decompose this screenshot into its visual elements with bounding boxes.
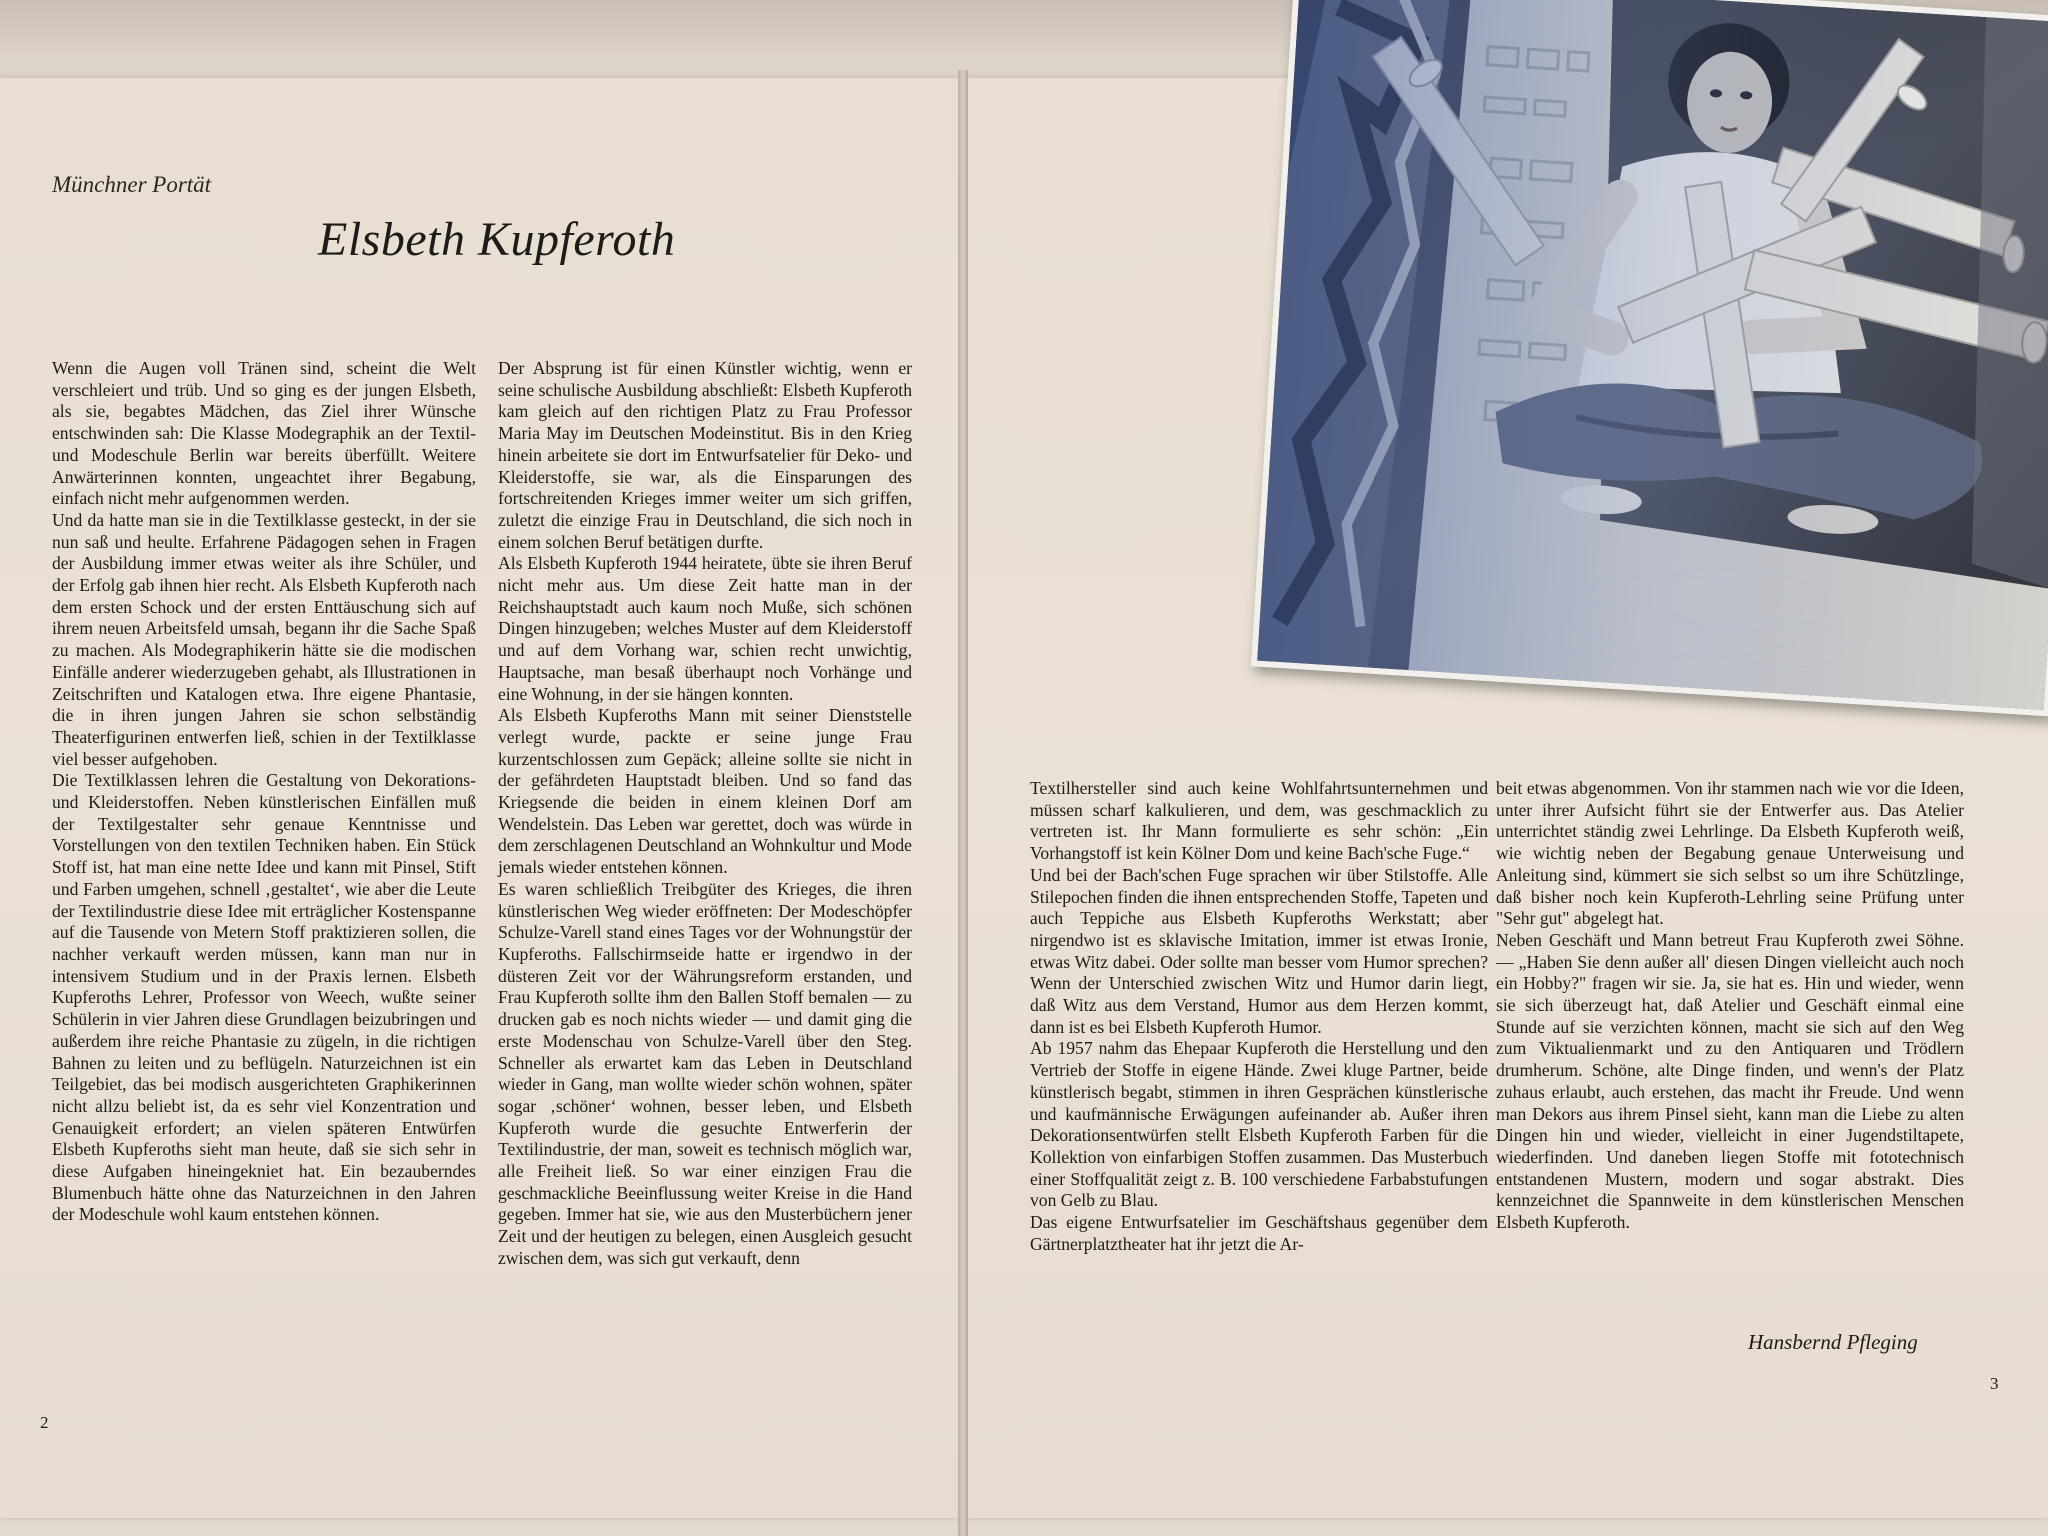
left-column-2	[498, 358, 912, 1270]
paragraph: Neben Geschäft und Mann betreut Frau Kupferoth zwei Söhne. — „Haben Sie denn außer all' diesen Dingen vielleicht auch noch ein Hobby?" fragen wir sie. Ja, sie hat es. Hin und wieder, wenn sie sich überzeugt hat, daß Atelier und Geschäft einmal eine Stunde auf sie verzichten können, macht sie sich auf den Weg zum Viktualienmarkt und zu den Antiquaren und Trödlern drumherum. Schöne, alte Dinge finden, und wenn's der Platz zuhaus erlaubt, auch erstehen, das macht ihr Freude. Und wenn man Dekors aus ihrem Pinsel sieht, kann man die Liebe zu alten Dingen hin und wieder, vielleicht in einer Jugendstiltapete, wiederfinden. Und daneben liegen Stoffe mit fototechnisch entstandenen Mustern, modern und sogar abstrakt. Dies kennzeichnet die Spannweite in dem künstlerischen Menschen Elsbeth Kupferoth.	[1496, 929, 1964, 1233]
paragraph: Der Absprung ist für einen Künstler wichtig, wenn er seine schulische Ausbildung abschließt: Elsbeth Kupferoth kam gleich auf den richtigen Platz zu Frau Professor Maria May im Deutschen Modeinstitut. Bis in den Krieg hinein arbeitete sie dort im Entwurfsatelier für Deko- und Kleiderstoffe, sie war, als die Einsparungen des fortschreitenden Krieges immer weiter um sich griffen, zuletzt die einzige Frau in Deutschland, die sich noch in einem solchen Beruf betätigen durfte.	[498, 358, 912, 552]
page-number-left: 2	[40, 1413, 49, 1432]
paragraph: Textilhersteller sind auch keine Wohlfahrtsunternehmen und müssen scharf kalkulieren, und dem, was geschmacklich zu vertreten ist. Ihr Mann formulierte es sehr schön: „Ein Vorhangstoff ist kein Kölner Dom und keine Bach'sche Fuge.“	[1030, 778, 1488, 864]
paragraph: beit etwas abgenommen. Von ihr stammen nach wie vor die Ideen, unter ihrer Aufsicht führt sie der Entwerfer aus. Das Atelier unterrichtet ständig zwei Lehrlinge. Da Elsbeth Kupferoth weiß, wie wichtig neben der Begabung genaue Unterweisung und Anleitung sind, kümmert sie sich selbst so um ihre Schützlinge, daß bisher noch kein Kupferoth-Lehrling seine Prüfung unter "Sehr gut" abgelegt hat.	[1496, 778, 1964, 929]
paragraph: Ab 1957 nahm das Ehepaar Kupferoth die Herstellung und den Vertrieb der Stoffe in eigene Hände. Zwei kluge Partner, beide künstlerisch begabt, stimmen in ihren Gesprächen künstlerische und kaufmännische Erwägungen aufeinander ab. Außer ihren Dekorationsentwürfen stellt Elsbeth Kupferoth Farben für die Kollektion von einfarbigen Stoffen zusammen. Das Musterbuch einer Stoffqualität zeigt z. B. 100 verschiedene Farbabstufungen von Gelb zu Blau.	[1030, 1038, 1488, 1211]
page-number-right: 3	[1990, 1374, 1999, 1393]
article-title: Elsbeth Kupferoth	[318, 213, 676, 266]
portrait-photograph	[1251, 0, 2048, 716]
right-column-1	[1030, 778, 1488, 1255]
paragraph: Und da hatte man sie in die Textilklasse gesteckt, in der sie nun saß und heulte. Erfahrene Pädagogen sehen in Fragen der Ausbildung immer etwas weiter als ihre Schüler, und der Erfolg gab ihnen hier recht. Als Elsbeth Kupferoth nach dem ersten Schock und der ersten Enttäuschung sich auf ihrem neuen Arbeitsfeld umsah, begann ihr die Sache Spaß zu machen. Als Modegraphikerin hätte sie die modischen Einfälle anderer wiederzugeben gehabt, als Illustrationen in Zeitschriften und Katalogen etwa. Ihre eigene Phantasie, die in ihren jungen Jahren sie schon selbständig Theaterfigurinen entwerfen ließ, schien in der Textilklasse viel besser aufgehoben.	[52, 509, 476, 769]
paragraph: Das eigene Entwurfsatelier im Geschäftshaus gegenüber dem Gärtnerplatztheater hat ihr jetzt die Ar-	[1030, 1212, 1488, 1254]
paragraph: Als Elsbeth Kupferoths Mann mit seiner Dienststelle verlegt wurde, packte er seine junge Frau kurzentschlossen zum Gepäck; alleine sollte sie nicht in der gefährdeten Hauptstadt bleiben. Und so fand das Kriegsende die beiden in einem kleinen Dorf am Wendelstein. Das Leben war gerettet, doch was würde in dem zerschlagenen Deutschland an Wohnkultur und Mode jemals wieder entstehen können.	[498, 705, 912, 878]
paragraph: Es waren schließlich Treibgüter des Krieges, die ihren künstlerischen Weg wieder eröffneten: Der Modeschöpfer Schulze-Varell stand eines Tages vor der Wohnungstür der Kupferoths. Fallschirmseide hatte er irgendwo in der düsteren Zeit vor der Währungsreform erstanden, und Frau Kupferoth sollte ihm den Ballen Stoff bemalen — zu drucken gab es noch nichts wieder — und damit ging die erste Modenschau von Schulze-Varell über den Steg. Schneller als erwartet kam das Leben in Deutschland wieder in Gang, man wollte wieder schön wohnen, später sogar ‚schöner‘ wohnen, besser leben, und Elsbeth Kupferoth wurde die gesuchte Entwerferin der Textilindustrie, der man, soweit es technisch möglich war, alle Freiheit ließ. So war einer einzigen Frau die geschmackliche Beeinflussung weiter Kreise in die Hand gegeben. Immer hat sie, wie aus den Musterbüchern jener Zeit und der heutigen zu belegen, einen Ausgleich gesucht zwischen dem, was sich gut verkauft, denn	[498, 878, 912, 1268]
left-column-1	[52, 358, 476, 1226]
right-column-2	[1496, 778, 1964, 1234]
article-kicker: Münchner Portät	[52, 172, 212, 197]
paragraph: Die Textilklassen lehren die Gestaltung von Dekorations- und Kleiderstoffen. Neben künstlerischen Einfällen muß der Textilgestalter sehr genaue Kenntnisse und Vorstellungen von den textilen Techniken haben. Ein Stück Stoff ist, hat man eine nette Idee und kann mit Pinsel, Stift und Farben umgehen, schnell ‚gestaltet‘, wie aber die Leute der Textilindustrie diese Idee mit erträglicher Kostenspanne auf die Tausende von Metern Stoff praktizieren sollen, die nachher verkauft werden müssen, kann man nur in intensivem Studium und in der Praxis lernen. Elsbeth Kupferoths Lehrer, Professor von Weech, wußte seiner Schülerin in vier Jahren diese Grundlagen beizubringen und außerdem ihre reiche Phantasie zu zügeln, in die richtigen Bahnen zu leiten und zu beflügeln. Naturzeichnen ist ein Teilgebiet, das bei modisch ausgerichteten Graphikerinnen nicht allzu beliebt ist, da es sehr viel Konzentration und Genauigkeit erfordert; an vielen späteren Entwürfen Elsbeth Kupferoths sieht man heute, daß sie sich sehr in diese Aufgaben hineingekniet hat. Ein bezauberndes Blumenbuch hätte ohne das Naturzeichnen in den Jahren der Modeschule wohl kaum entstehen können.	[52, 770, 476, 1225]
author-byline: Hansbernd Pfleging	[1748, 1330, 1918, 1354]
paragraph: Und bei der Bach'schen Fuge sprachen wir über Stilstoffe. Alle Stilepochen finden die ihnen entsprechenden Stoffe, Tapeten und auch Teppiche aus Elsbeth Kupferoths Werkstatt; aber nirgendwo ist es sklavische Imitation, immer ist etwas Ironie, etwas Witz dabei. Oder sollte man besser vom Humor sprechen? Wenn der Unterschied zwischen Witz und Humor darin liegt, daß Witz aus dem Verstand, Humor aus dem Herzen kommt, dann ist es bei Elsbeth Kupferoth Humor.	[1030, 864, 1488, 1037]
paragraph: Wenn die Augen voll Tränen sind, scheint die Welt verschleiert und trüb. Und so ging es der jungen Elsbeth, als sie, begabtes Mädchen, das Ziel ihrer Wünsche entschwinden sah: Die Klasse Modegraphik an der Textil- und Modeschule Berlin war bereits überfüllt. Weitere Anwärterinnen konnten, ungeachtet ihrer Begabung, einfach nicht mehr aufgenommen werden.	[52, 358, 476, 509]
paragraph: Als Elsbeth Kupferoth 1944 heiratete, übte sie ihren Beruf nicht mehr aus. Um diese Zeit hatte man in der Reichshauptstadt auch kaum noch Muße, sich schönen Dingen hinzugeben; welches Muster auf dem Kleiderstoff und auf dem Vorhang war, schien recht unwichtig, Hauptsache, man besaß überhaupt noch Vorhänge und eine Wohnung, in der sie hängen konnten.	[498, 553, 912, 704]
photograph-image	[1257, 0, 2048, 710]
